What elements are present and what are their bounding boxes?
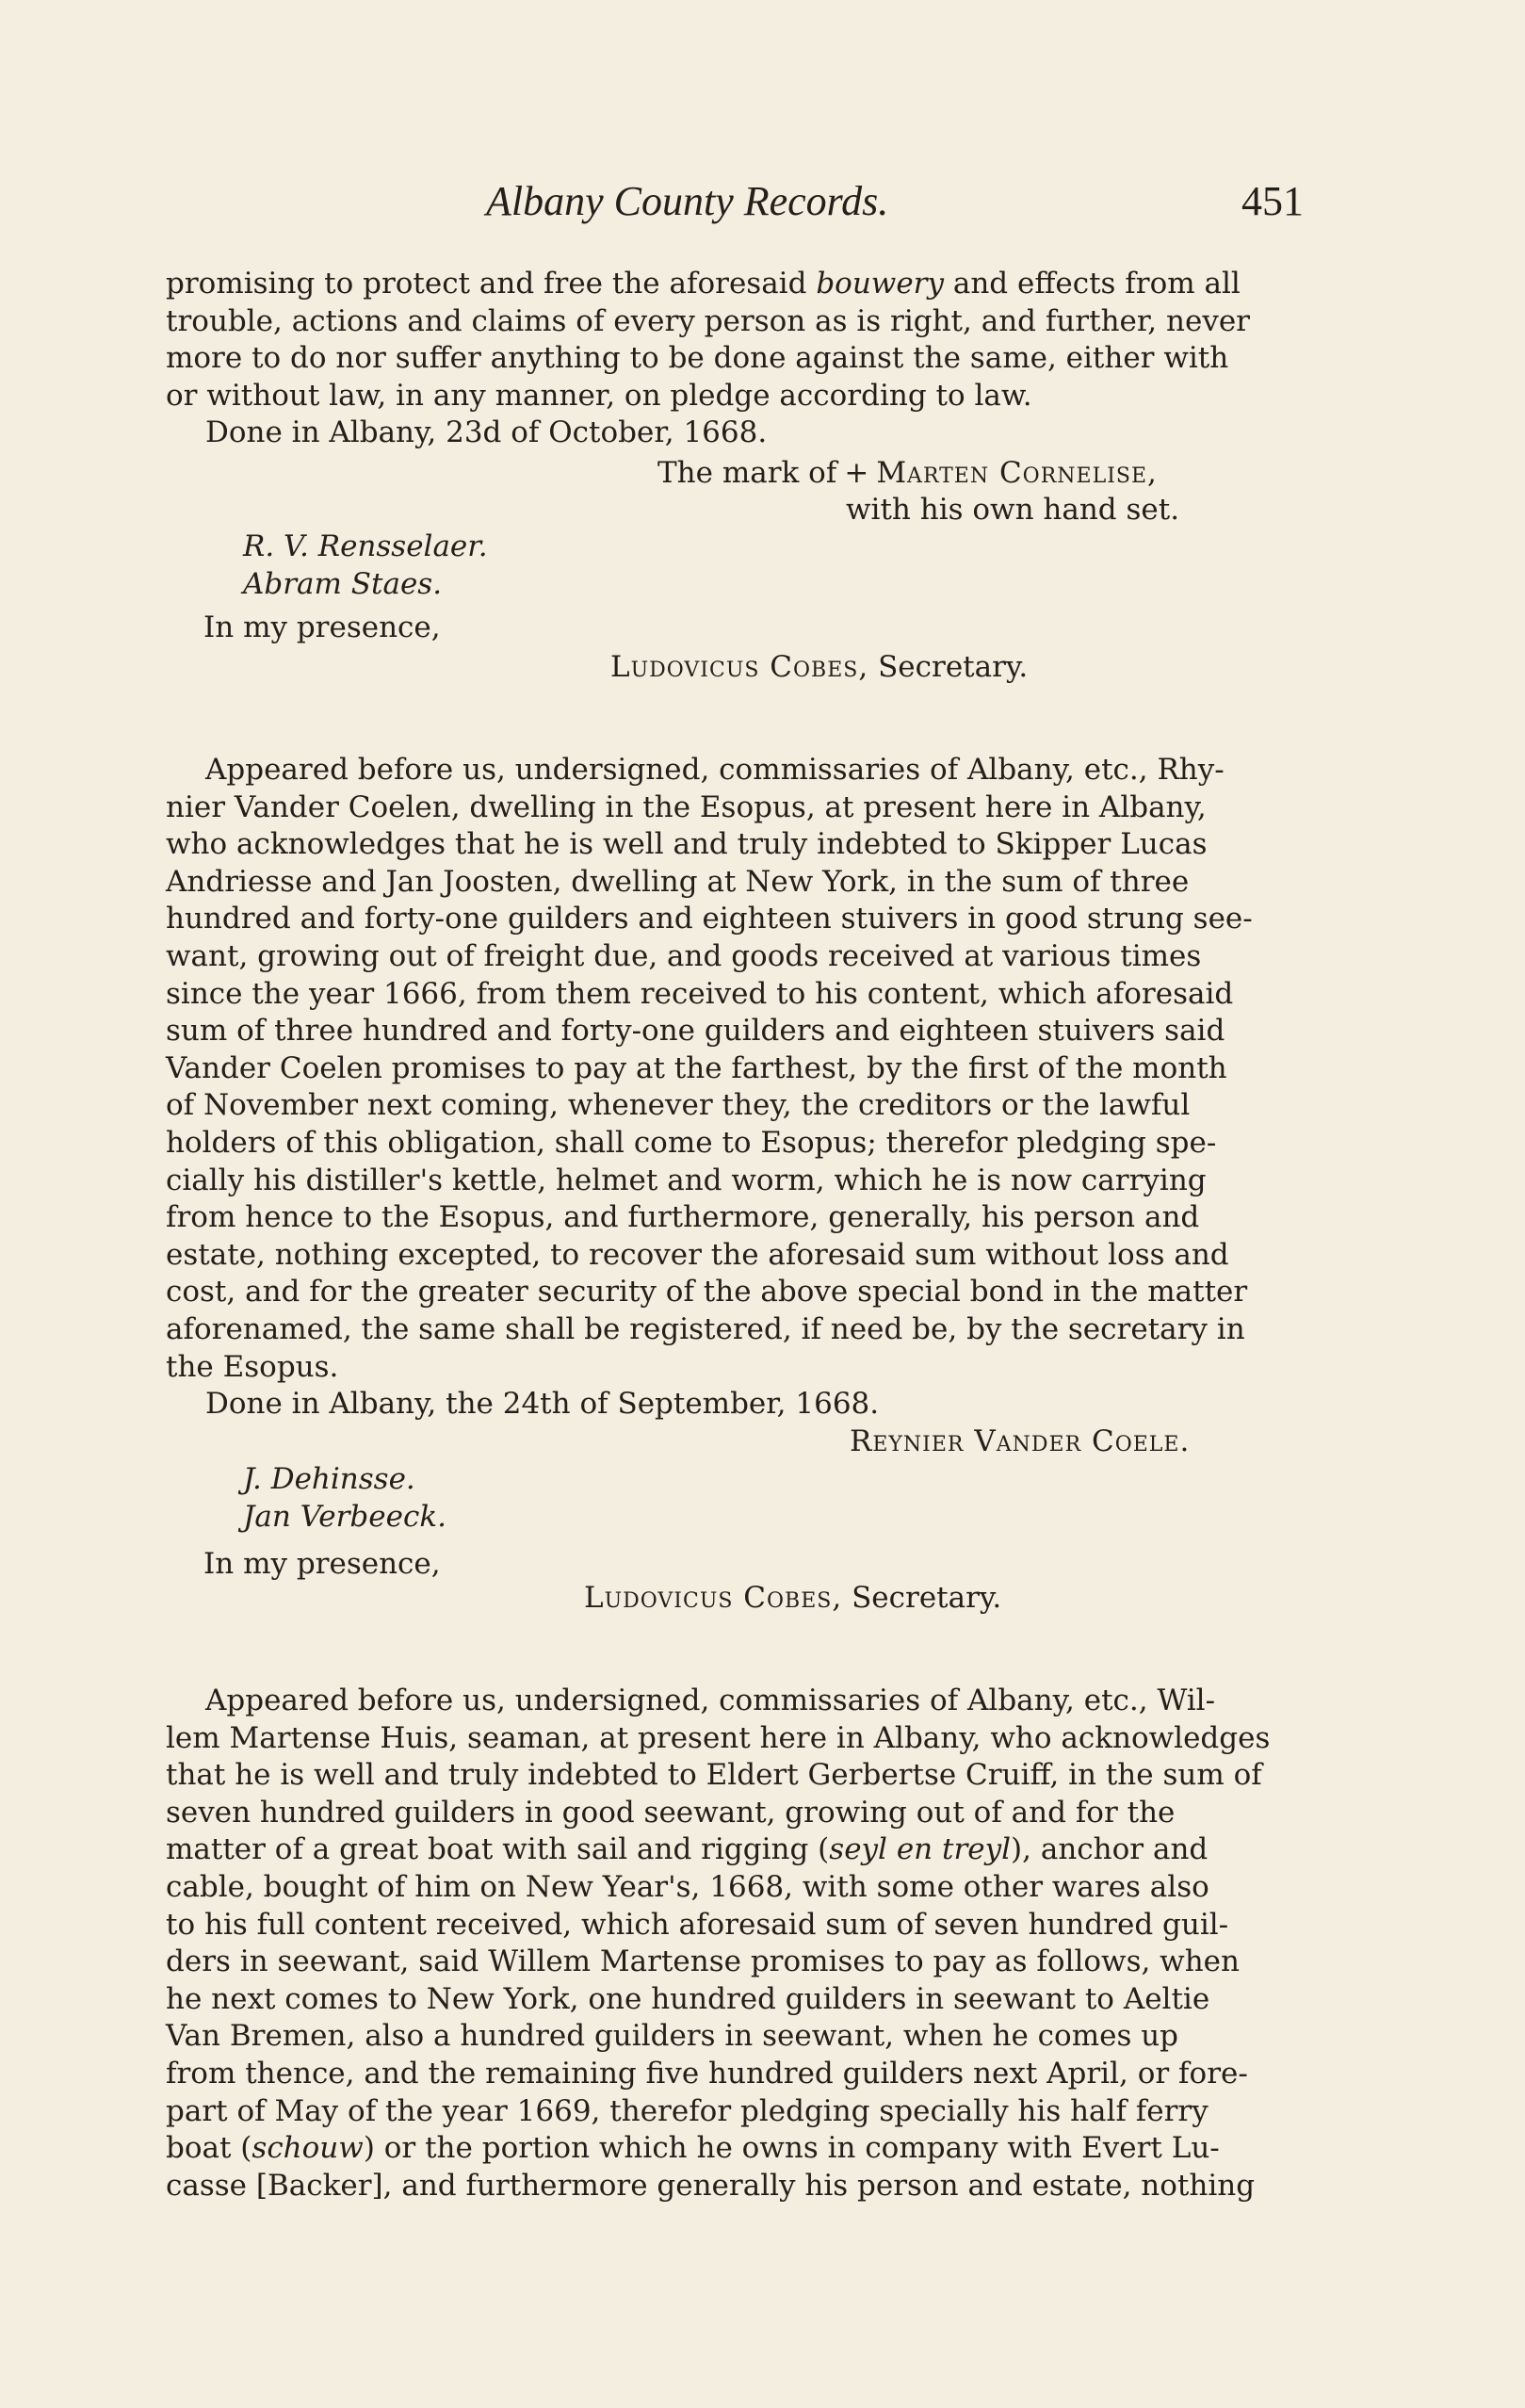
- text-line: the Esopus.: [166, 1349, 339, 1384]
- text-line: estate, nothing excepted, to recover the aforesaid sum without loss and: [166, 1237, 1229, 1272]
- text-line: part of May of the year 1669, therefor pledging specially his half ferry: [166, 2093, 1209, 2128]
- italic-term: seyl en treyl: [829, 1832, 1012, 1867]
- mark-line: The mark of + Marten Cornelise,: [657, 456, 1158, 490]
- signer-name: Reynier Vander Coele.: [850, 1424, 1191, 1458]
- entry3-paragraph: [166, 1683, 1304, 2205]
- text-line: matter of a great boat with sail and rigging (seyl en treyl), anchor and: [166, 1832, 1209, 1867]
- italic-term: schouw: [251, 2131, 364, 2166]
- text-line: cable, bought of him on New Year's, 1668, with some other wares also: [166, 1869, 1209, 1904]
- text-line: boat (schouw) or the portion which he owns in company with Evert Lu-: [166, 2131, 1220, 2166]
- text-line: Van Bremen, also a hundred guilders in seewant, when he comes up: [166, 2019, 1179, 2054]
- text-line: sum of three hundred and forty-one guilders and eighteen stuivers said: [166, 1014, 1225, 1049]
- text-line: holders of this obligation, shall come to Esopus; therefor pledging spe-: [166, 1125, 1217, 1160]
- text-line: want, growing out of freight due, and goods received at various times: [166, 938, 1202, 973]
- italic-term: bouwery: [816, 267, 944, 301]
- text-line: Appeared before us, undersigned, commissaries of Albany, etc., Wil-: [205, 1684, 1216, 1717]
- text-line: he next comes to New York, one hundred guilders in seewant to Aeltie: [166, 1981, 1210, 2016]
- text-line: Andriesse and Jan Joosten, dwelling at New York, in the sum of three: [166, 864, 1190, 899]
- witness: Jan Verbeeck.: [243, 1500, 446, 1534]
- entry1-paragraph: [166, 266, 1304, 452]
- text-line: from thence, and the remaining five hundred guilders next April, or fore-: [166, 2056, 1248, 2091]
- text-line: lem Martense Huis, seaman, at present here in Albany, who acknowledges: [166, 1720, 1271, 1755]
- text-line: trouble, actions and claims of every person as is right, and further, never: [166, 303, 1250, 338]
- text-line: cost, and for the greater security of the above special bond in the matter: [166, 1275, 1248, 1310]
- text-line: promising to protect and free the aforesaid bouwery and effects from all: [166, 267, 1241, 301]
- secretary-signature: Ludovicus Cobes, Secretary.: [610, 650, 1029, 684]
- text-line: from hence to the Esopus, and furthermore, generally, his person and: [166, 1200, 1200, 1235]
- text-line: who acknowledges that he is well and truly indebted to Skipper Lucas: [166, 827, 1208, 862]
- cross-mark-icon: +: [844, 456, 869, 490]
- text-line: cially his distiller's kettle, helmet and worm, which he is now carrying: [166, 1163, 1207, 1197]
- text-line: that he is well and truly indebted to Eldert Gerbertse Cruiff, in the sum of: [166, 1758, 1262, 1793]
- text-line: hundred and forty-one guilders and eighteen stuivers in good strung see-: [166, 902, 1253, 936]
- mark-suffix: with his own hand set.: [846, 493, 1180, 527]
- text-line: seven hundred guilders in good seewant, growing out of and for the: [166, 1795, 1176, 1830]
- text-line: or without law, in any manner, on pledge according to law.: [166, 378, 1032, 413]
- running-title: Albany County Records.: [486, 178, 889, 224]
- text-line: more to do nor suffer anything to be done against the same, either with: [166, 341, 1229, 376]
- done-line: Done in Albany, 23d of October, 1668.: [205, 415, 768, 450]
- text-line: nier Vander Coelen, dwelling in the Esopus, at present here in Albany,: [166, 789, 1207, 824]
- text-line: Vander Coelen promises to pay at the farthest, by the first of the month: [166, 1050, 1227, 1085]
- secretary-signature: Ludovicus Cobes, Secretary.: [584, 1581, 1002, 1615]
- presence-line: In my presence,: [203, 1547, 441, 1581]
- text-line: Appeared before us, undersigned, commissaries of Albany, etc., Rhy-: [205, 753, 1225, 787]
- entry2-paragraph: [166, 752, 1304, 1424]
- text-line: casse [Backer], and furthermore generally his person and estate, nothing: [166, 2168, 1256, 2203]
- text-line: to his full content received, which aforesaid sum of seven hundred guil-: [166, 1907, 1229, 1942]
- text-line: ders in seewant, said Willem Martense promises to pay as follows, when: [166, 1944, 1240, 1979]
- text-line: since the year 1666, from them received to his content, which aforesaid: [166, 976, 1234, 1011]
- text-line: aforenamed, the same shall be registered, if need be, by the secretary in: [166, 1311, 1245, 1346]
- signer-name: Marten Cornelise,: [876, 456, 1158, 490]
- witness: J. Dehinsse.: [243, 1462, 415, 1496]
- page-number: 451: [1241, 178, 1304, 224]
- text-line: of November next coming, whenever they, the creditors or the lawful: [166, 1088, 1191, 1123]
- page-header: [166, 177, 1304, 234]
- witness: Abram Staes.: [243, 567, 443, 601]
- done-line: Done in Albany, the 24th of September, 1668.: [205, 1387, 880, 1422]
- presence-line: In my presence,: [203, 610, 441, 644]
- witness: R. V. Rensselaer.: [243, 529, 488, 563]
